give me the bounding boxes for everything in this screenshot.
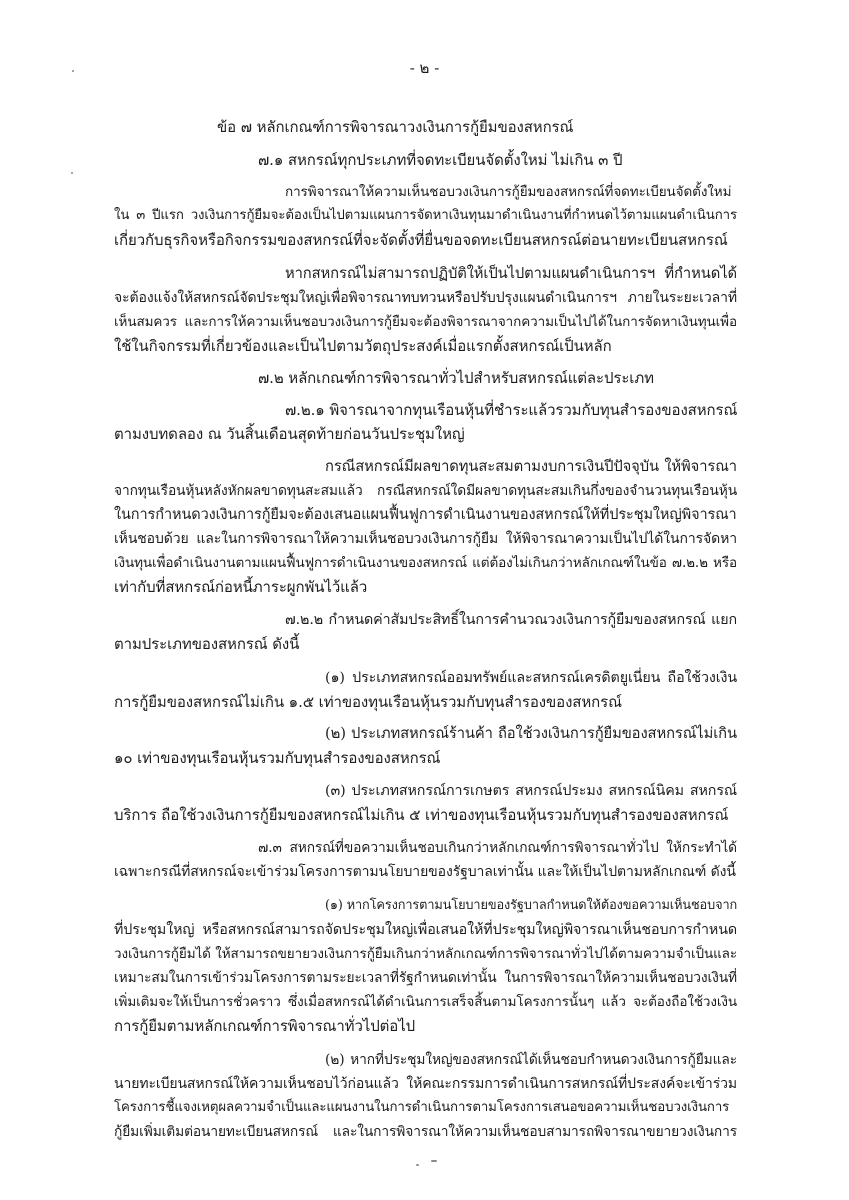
paragraph-line: ใช้ในกิจกรรมที่เกี่ยวข้องและเป็นไปตามวัตถุประสงค์เมื่อแรกตั้งสหกรณ์เป็นหลัก [114,337,612,355]
paragraph-line: เห็นชอบด้วย และในการพิจารณาให้ความเห็นชอบวงเงินการกู้ยืม ให้พิจารณาความเป็นไปได้ในการจัดหา [114,531,737,547]
clause-7-2-1-line: ๗.๒.๑ พิจารณาจากทุนเรือนหุ้นที่ชำระแล้วรวมกับทุนสำรองของสหกรณ์ [285,401,738,419]
scan-speck [416,1164,419,1166]
clause-7-heading: ข้อ ๗ หลักเกณฑ์การพิจารณาวงเงินการกู้ยืมของสหกรณ์ [217,118,574,136]
paragraph-line: การกู้ยืมของสหกรณ์ไม่เกิน ๑.๕ เท่าของทุนเรือนหุ้นรวมกับทุนสำรองของสหกรณ์ [114,693,622,711]
paragraph-line: จากทุนเรือนหุ้นหลังหักผลขาดทุนสะสมแล้ว กรณีสหกรณ์ใดมีผลขาดทุนสะสมเกินกึ่งของจำนวนทุนเรือนหุ้น [114,483,737,499]
item-1-line: (๑) ประเภทสหกรณ์ออมทรัพย์และสหกรณ์เครดิตยูเนี่ยน ถือใช้วงเงิน [325,670,737,686]
scan-speck [72,70,74,72]
paragraph-line: วงเงินการกู้ยืมได้ ให้สามารถขยายวงเงินการกู้ยืมเกินกว่าหลักเกณฑ์การพิจารณาทั่วไปได้ตามความจำเป็นและ [114,946,737,962]
paragraph-line: ๑๐ เท่าของทุนเรือนหุ้นรวมกับทุนสำรองของสหกรณ์ [114,749,441,767]
paragraph-line: การพิจารณาให้ความเห็นชอบวงเงินการกู้ยืมของสหกรณ์ที่จดทะเบียนจัดตั้งใหม่ [285,184,732,200]
item-2-line: (๒) ประเภทสหกรณ์ร้านค้า ถือใช้วงเงินการกู้ยืมของสหกรณ์ไม่เกิน [325,725,737,742]
paragraph-line: เพิ่มเติมจะให้เป็นการชั่วคราว ซึ่งเมื่อสหกรณ์ได้ดำเนินการเสร็จสิ้นตามโครงการนั้นๆ แล้ว จะต้องถือใช้วงเงิน [114,994,737,1010]
item-3-line: (๓) ประเภทสหกรณ์การเกษตร สหกรณ์ประมง สหกรณ์นิคม สหกรณ์ [325,783,737,799]
paragraph-line: กรณีสหกรณ์มีผลขาดทุนสะสมตามงบการเงินปีปัจจุบัน ให้พิจารณา [325,458,737,475]
page-number: - ๒ - [409,59,440,77]
clause-7-1-heading: ๗.๑ สหกรณ์ทุกประเภทที่จดทะเบียนจัดตั้งใหม่ ไม่เกิน ๓ ปี [258,151,623,169]
paragraph-line: หากสหกรณ์ไม่สามารถปฏิบัติให้เป็นไปตามแผนดำเนินการฯ ที่กำหนดได้ [285,265,737,282]
clause-7-2-2-line: ๗.๒.๒ กำหนดค่าสัมประสิทธิ์ในการคำนวณวงเงินการกู้ยืมของสหกรณ์ แยก [285,612,737,628]
paragraph-line: จะต้องแจ้งให้สหกรณ์จัดประชุมใหญ่เพื่อพิจารณาทบทวนหรือปรับปรุงแผนดำเนินการฯ ภายในระยะเวลาที่ [114,290,737,306]
paragraph-line: กู้ยืมเพิ่มเติมต่อนายทะเบียนสหกรณ์ และในการพิจารณาให้ความเห็นชอบสามารถพิจารณาขยายวงเงินการ [114,1124,737,1140]
clause-7-3-heading: ๗.๓ สหกรณ์ที่ขอความเห็นชอบเกินกว่าหลักเกณฑ์การพิจารณาทั่วไป ให้กระทำได้ [258,840,737,856]
paragraph-line: บริการ ถือใช้วงเงินการกู้ยืมของสหกรณ์ไม่เกิน ๕ เท่าของทุนเรือนหุ้นรวมกับทุนสำรองของสหกรณ์ [114,806,729,824]
paragraph-line: ในการกำหนดวงเงินการกู้ยืมจะต้องเสนอแผนฟื้นฟูการดำเนินงานของสหกรณ์ให้ที่ประชุมใหญ่พิจารณา [114,507,737,523]
clause-7-3-item-1-line: (๑) หากโครงการตามนโยบายของรัฐบาลกำหนดให้ต้องขอความเห็นชอบจาก [325,898,738,913]
paragraph-line: นายทะเบียนสหกรณ์ให้ความเห็นชอบไว้ก่อนแล้ว ให้คณะกรรมการดำเนินการสหกรณ์ที่ประสงค์จะเข้าร่วม [114,1076,737,1092]
paragraph-line: เฉพาะกรณีที่สหกรณ์จะเข้าร่วมโครงการตามนโยบายของรัฐบาลเท่านั้น และให้เป็นไปตามหลักเกณฑ์ ดังนี้ [114,864,736,880]
scan-speck [431,1160,437,1162]
paragraph-line: โครงการชี้แจงเหตุผลความจำเป็นและแผนงานในการดำเนินการตามโครงการเสนอขอความเห็นชอบวงเงินการ [114,1100,730,1115]
paragraph-line: เหมาะสมในการเข้าร่วมโครงการตามระยะเวลาที่รัฐกำหนดเท่านั้น ในการพิจารณาให้ความเห็นชอบวงเงินที่ [114,970,737,986]
paragraph-line: ตามประเภทของสหกรณ์ ดังนี้ [114,635,300,653]
paragraph-line: เห็นสมควร และการให้ความเห็นชอบวงเงินการกู้ยืมจะต้องพิจารณาจากความเป็นไปได้ในการจัดหาเงินทุนเพื่อ [114,314,737,330]
paragraph-line: ที่ประชุมใหญ่ หรือสหกรณ์สามารถจัดประชุมใหญ่เพื่อเสนอให้ที่ประชุมใหญ่พิจารณาเห็นชอบการกำหนด [114,922,737,938]
scan-speck [71,172,73,174]
clause-7-3-item-2-line: (๒) หากที่ประชุมใหญ่ของสหกรณ์ได้เห็นชอบกำหนดวงเงินการกู้ยืมและ [325,1052,737,1068]
paragraph-line: เงินทุนเพื่อดำเนินงานตามแผนฟื้นฟูการดำเนินงานของสหกรณ์ แต่ต้องไม่เกินกว่าหลักเกณฑ์ในข้อ ๗.๒.๒ หรือ [114,555,737,571]
paragraph-line: เท่ากับที่สหกรณ์ก่อหนี้ภาระผูกพันไว้แล้ว [114,578,368,596]
clause-7-2-heading: ๗.๒ หลักเกณฑ์การพิจารณาทั่วไปสำหรับสหกรณ์แต่ละประเภท [258,369,654,387]
paragraph-line: ใน ๓ ปีแรก วงเงินการกู้ยืมจะต้องเป็นไปตามแผนการจัดหาเงินทุนมาดำเนินงานที่กำหนดไว้ตามแผนดำเนินการ [114,208,737,223]
paragraph-line: เกี่ยวกับธุรกิจหรือกิจกรรมของสหกรณ์ที่จะจัดตั้งที่ยื่นขอจดทะเบียนสหกรณ์ต่อนายทะเบียนสหกรณ์ [114,231,728,249]
paragraph-line: การกู้ยืมตามหลักเกณฑ์การพิจารณาทั่วไปต่อไป [114,1017,416,1035]
paragraph-line: ตามงบทดลอง ณ วันสิ้นเดือนสุดท้ายก่อนวันประชุมใหญ่ [114,425,465,443]
